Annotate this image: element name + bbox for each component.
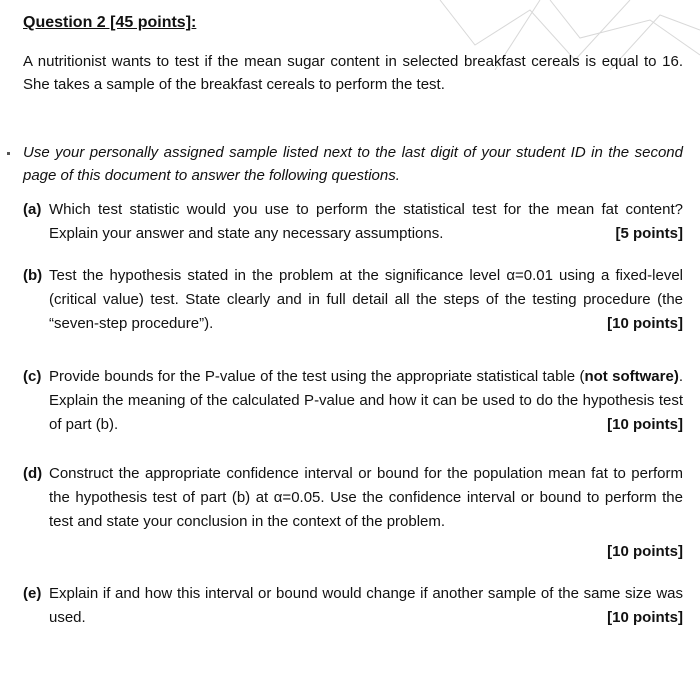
question-b [23,264,683,336]
question-label: (e) [23,585,42,602]
question-text: Which test statistic would you use to perform the statistical test for the mean fat content? Explain your answer and state any necessary assumptions. [49,201,683,242]
question-e [23,582,683,630]
question-points: [5 points] [615,225,683,242]
question-label: (a) [23,201,42,218]
question-points: [10 points] [607,315,683,332]
question-label: (b) [23,267,43,284]
emphasis-text: not software) [584,368,679,385]
question-title: Question 2 [45 points]: [23,14,197,31]
question-label: (c) [23,368,42,385]
bullet-marker [7,152,10,155]
question-c [23,365,683,437]
question-points: [10 points] [607,543,683,560]
problem-statement: A nutritionist wants to test if the mean sugar content in selected breakfast cereals is equal to 16. She takes a sample of the breakfast cereals to perform the test. [23,53,683,93]
question-d [23,462,683,564]
question-points: [10 points] [607,416,683,433]
question-text: Explain if and how this interval or bound would change if another sample of the same size was used. [49,585,683,626]
instructions-text: Use your personally assigned sample listed next to the last digit of your student ID in the second page of this document to answer the following questions. [23,144,683,184]
question-text: Construct the appropriate confidence interval or bound for the population mean fat to perform the hypothesis test of part (b) at α=0.05. Use the confidence interval or bound to perform the test and state your conclusion in the context of the problem. [49,465,683,530]
question-text: Test the hypothesis stated in the problem at the significance level α=0.01 using a fixed-level (critical value) test. State clearly and in full detail all the steps of the testing procedure (the “seven-step procedure”). [49,267,683,332]
question-label: (d) [23,465,43,482]
question-points: [10 points] [607,609,683,626]
question-a [23,198,683,246]
question-text: Provide bounds for the P-value of the test using the appropriate statistical table (not software). Explain the meaning of the calculated P-value and how it can be used to do the hypothesis test of part (b). [49,368,683,433]
